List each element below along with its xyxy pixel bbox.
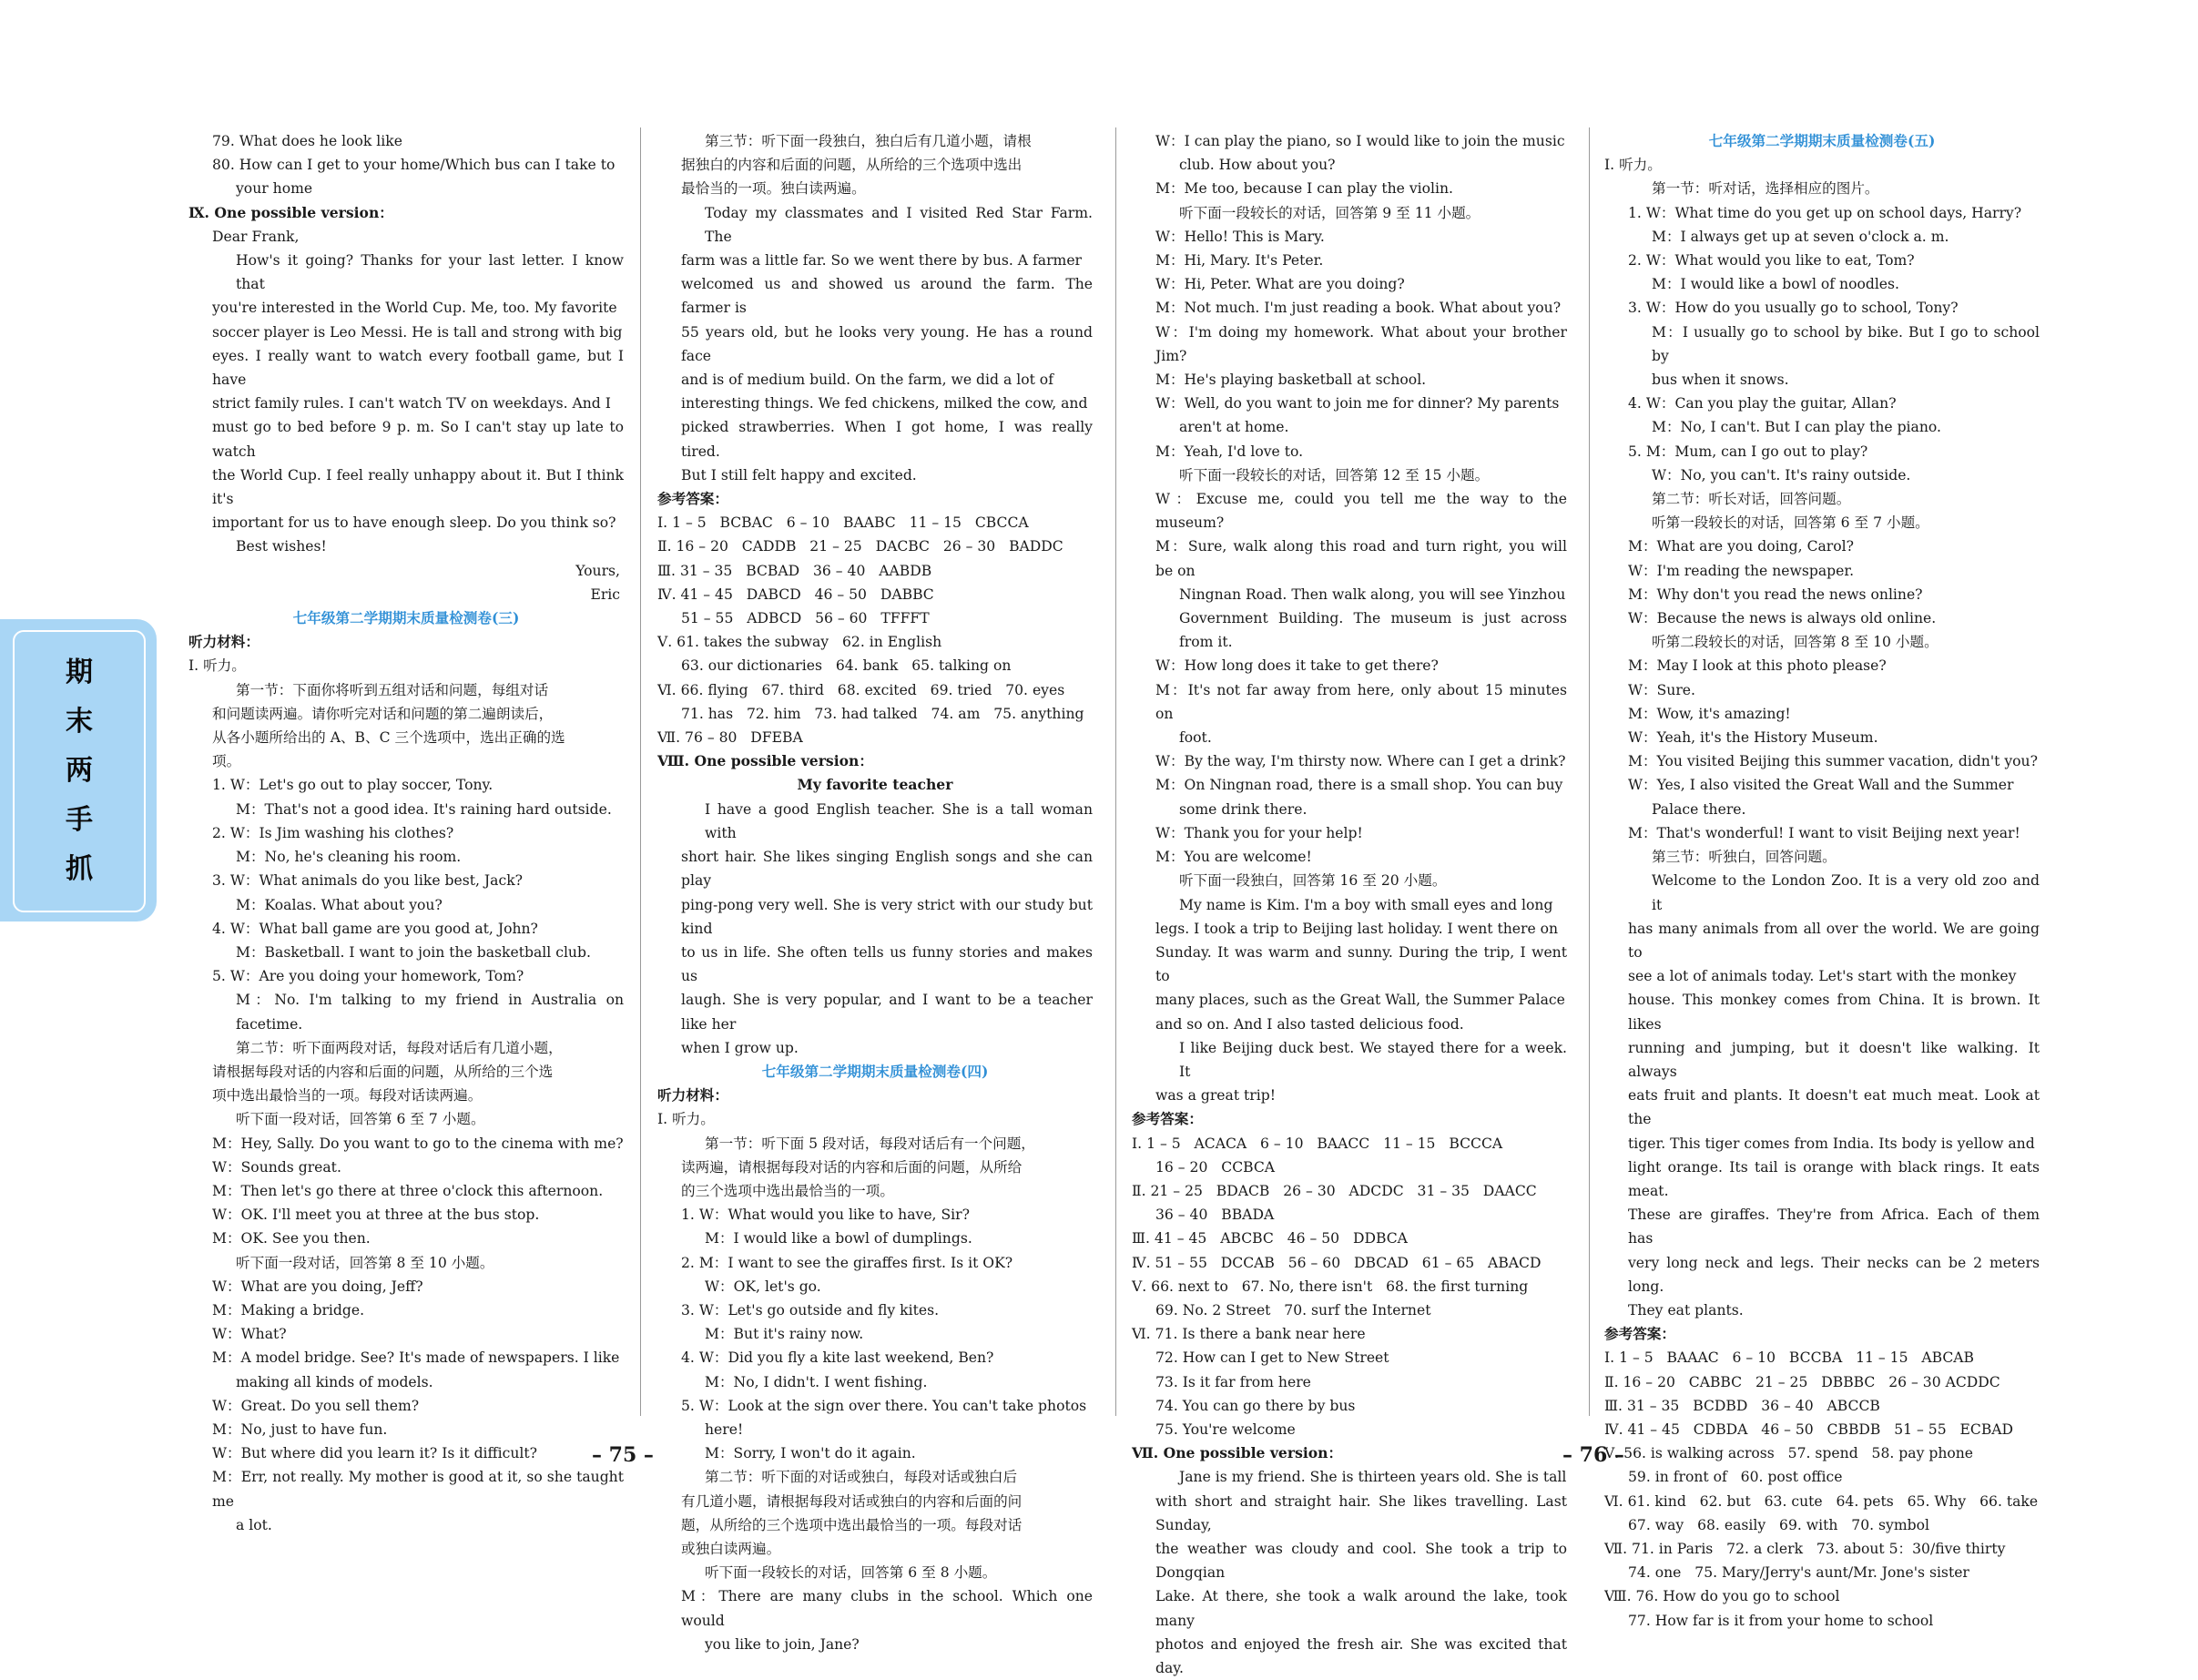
text-line: 有几道小题，请根据每段对话或独白的内容和后面的问	[681, 1492, 1023, 1510]
text-line: M：OK. See you then.	[212, 1230, 371, 1247]
text-line: M：I would like a bowl of dumplings.	[705, 1230, 972, 1247]
text-line: W：Yes, I also visited the Great Wall and the Summer	[1628, 777, 2014, 794]
side-tab	[0, 619, 157, 921]
text-line: 和问题读两遍。请你听完对话和问题的第二遍朗读后，	[212, 705, 554, 722]
text-line: 从各小题所给出的 A、B、C 三个选项中，选出正确的选	[212, 729, 565, 747]
text-line: light orange. Its tail is orange with black rings. It eats meat.	[1628, 1158, 2044, 1199]
text-line: must go to bed before 9 p. m. So I can't stay up late to watch	[212, 419, 628, 460]
text-line: M：Making a bridge.	[212, 1301, 365, 1319]
text-line: 4. W：What ball game are you good at, John?	[212, 920, 538, 937]
text-line: M：No, I can't. But I can play the piano.	[1652, 419, 1941, 436]
text-line: Ⅲ. 31 – 35 BCDBD 36 – 40 ABCCB	[1604, 1397, 1880, 1414]
text-line: 听下面一段较长的对话，回答第 9 至 11 小题。	[1179, 204, 1481, 221]
text-line: Ⅴ. 56. is walking across 57. spend 58. pay phone	[1604, 1445, 1974, 1462]
text-line: M：Hey, Sally. Do you want to go to the cinema with me?	[212, 1135, 624, 1152]
text-line: 项中选出最恰当的一项。每段对话读两遍。	[212, 1087, 483, 1105]
text-line: Palace there.	[1652, 800, 1746, 818]
text-line: M：Not much. I'm just reading a book. What about you?	[1155, 300, 1562, 317]
text-line: W：OK, let's go.	[705, 1278, 821, 1295]
text-line: M：No, just to have fun.	[212, 1420, 388, 1438]
text-line: 第二节：听长对话，回答问题。	[1652, 491, 1851, 508]
text-line: M：I usually go to school by bike. But I go to school by	[1652, 323, 2044, 364]
text-line: 74. You can go there by bus	[1155, 1397, 1356, 1414]
text-line: Ⅰ. 听力。	[657, 1111, 715, 1128]
text-line: 2. W：What would you like to eat, Tom?	[1628, 252, 1915, 270]
text-line: club. How about you?	[1179, 157, 1336, 174]
text-line: the World Cup. I feel really unhappy about it. But I think it's	[212, 466, 628, 508]
text-line: 2. M：I want to see the giraffes first. Is it OK?	[681, 1254, 1013, 1271]
text-line: M：I would like a bowl of noodles.	[1652, 276, 1899, 293]
text-line: M：May I look at this photo please?	[1628, 657, 1887, 675]
text-line: M：I always get up at seven o'clock a. m.	[1652, 228, 1949, 245]
text-line: 七年级第二学期期末质量检测卷(五)	[1708, 132, 1936, 149]
text-line: 55 years old, but he looks very young. He has a round face	[681, 323, 1097, 364]
text-line: M：Basketball. I want to join the basketball club.	[236, 943, 591, 961]
text-line: M：What are you doing, Carol?	[1628, 538, 1855, 555]
text-line: eats fruit and plants. It doesn't eat much meat. Look at the	[1628, 1087, 2044, 1128]
text-line: But I still felt happy and excited.	[681, 466, 917, 484]
text-line: Eric	[590, 585, 620, 603]
text-line: Ⅳ. 41 – 45 CDBDA 46 – 50 CBBDB 51 – 55 ECBAD	[1604, 1420, 2014, 1438]
text-line: My favorite teacher	[797, 776, 953, 794]
text-line: W：Yeah, it's the History Museum.	[1628, 729, 1878, 747]
text-line: W：No, you can't. It's rainy outside.	[1652, 466, 1911, 484]
text-line: W：How long does it take to get there?	[1155, 657, 1439, 675]
text-line: Ⅰ. 听力。	[1604, 157, 1662, 174]
text-line: 第二节：听下面两段对话，每段对话后有几道小题，	[236, 1039, 563, 1056]
text-line: Ⅰ. 1 – 5 ACACA 6 – 10 BAACC 11 – 15 BCCCA	[1132, 1135, 1503, 1152]
text-line: 听下面一段较长的对话，回答第 6 至 8 小题。	[705, 1564, 997, 1582]
text-line: to us in life. She often tells us funny stories and makes us	[681, 943, 1097, 985]
text-line: laugh. She is very popular, and I want to be a teacher like her	[681, 992, 1097, 1033]
text-line: W：By the way, I'm thirsty now. Where can I get a drink?	[1155, 753, 1566, 770]
text-line: 3. W：Let's go outside and fly kites.	[681, 1301, 940, 1319]
text-line: W：What are you doing, Jeff?	[212, 1278, 423, 1295]
text-line: legs. I took a trip to Beijing last holiday. I went there on	[1155, 920, 1559, 937]
text-line: very long neck and legs. Their necks can be 2 meters long.	[1628, 1254, 2044, 1295]
text-line: Ⅴ. 66. next to 67. No, there isn't 68. the first turning	[1132, 1278, 1529, 1295]
text-line: short hair. She likes singing English songs and she can play	[681, 849, 1097, 890]
text-line: 3. W：What animals do you like best, Jack?	[212, 872, 524, 890]
text-line: and is of medium build. On the farm, we did a lot of	[681, 372, 1053, 389]
side-tab-frame	[13, 630, 146, 912]
text-line: bus when it snows.	[1652, 372, 1789, 389]
text-line: Sunday. It was warm and sunny. During the trip, I went to	[1155, 943, 1572, 985]
text-line: 据独白的内容和后面的问题，从所给的三个选项中选出	[681, 157, 1023, 174]
side-tab-char: 手	[66, 804, 93, 836]
text-line: 参考答案：	[1132, 1110, 1203, 1128]
text-line: running and jumping, but it doesn't like walking. It always	[1628, 1039, 2044, 1080]
text-line: Ⅷ. 76. How do you go to school	[1604, 1588, 1840, 1605]
text-line: Today my classmates and I visited Red Star Farm. The	[705, 204, 1097, 245]
text-line: 69. No. 2 Street 70. surf the Internet	[1155, 1301, 1431, 1319]
text-line: Ⅵ. 61. kind 62. but 63. cute 64. pets 65. Why 66. take	[1604, 1492, 2039, 1510]
text-line: M：Then let's go there at three o'clock this afternoon.	[212, 1182, 604, 1199]
text-line: 59. in front of 60. post office	[1628, 1469, 1843, 1486]
text-line: 听下面一段较长的对话，回答第 12 至 15 小题。	[1179, 466, 1490, 484]
text-line: 听第一段较长的对话，回答第 6 至 7 小题。	[1652, 514, 1929, 532]
text-line: Ⅵ. 66. flying 67. third 68. excited 69. tried 70. eyes	[657, 681, 1065, 698]
text-line: W：Hello! This is Mary.	[1155, 228, 1325, 245]
text-line: Ⅰ. 听力。	[188, 657, 246, 675]
text-line: and so on. And I also tasted delicious food.	[1155, 1015, 1464, 1033]
text-line: Ⅲ. 31 – 35 BCBAD 36 – 40 AABDB	[657, 562, 932, 579]
text-line: 听力材料：	[188, 633, 259, 651]
text-line: W：I'm doing my homework. What about your brother Jim?	[1155, 323, 1572, 364]
text-line: M：No. I'm talking to my friend in Australia on facetime.	[236, 992, 628, 1033]
text-line: picked strawberries. When I got home, I was really tired.	[681, 419, 1097, 460]
text-line: M：A model bridge. See? It's made of newspapers. I like	[212, 1349, 620, 1367]
text-column-4	[1604, 129, 2044, 1629]
text-line: M：It's not far away from here, only about 15 minutes on	[1155, 681, 1572, 722]
text-line: 第二节：听下面的对话或独白，每段对话或独白后	[705, 1469, 1018, 1486]
text-line: M：On Ningnan road, there is a small shop. You can buy	[1155, 777, 1563, 794]
text-line: has many animals from all over the world. We are going to	[1628, 920, 2044, 961]
text-line: Ⅵ. 71. Is there a bank near here	[1132, 1326, 1366, 1343]
page-number-right: – 76 –	[1562, 1443, 1624, 1467]
text-line: M：No, I didn't. I went fishing.	[705, 1373, 928, 1390]
text-line: M：Sure, walk along this road and turn right, you will be on	[1155, 538, 1572, 579]
side-tab-char: 期	[66, 657, 93, 688]
text-line: house. This monkey comes from China. It is brown. It likes	[1628, 992, 2044, 1033]
text-line: 题，从所给的三个选项中选出最恰当的一项。每段对话	[681, 1516, 1023, 1533]
text-line: 51 – 55 ADBCD 56 – 60 TFFFT	[681, 610, 930, 627]
text-line: Ningnan Road. Then walk along, you will see Yinzhou	[1179, 585, 1566, 603]
text-column-3	[1132, 129, 1572, 1676]
text-line: 4. W：Did you fly a kite last weekend, Ben?	[681, 1349, 994, 1367]
text-line: Ⅶ. 76 – 80 DFEBA	[657, 729, 803, 747]
column-divider	[1115, 127, 1116, 1416]
text-line: eyes. I really want to watch every football game, but I have	[212, 347, 628, 389]
text-line: 听力材料：	[657, 1086, 728, 1105]
text-line: M：Sorry, I won't do it again.	[705, 1445, 916, 1462]
text-line: Ⅴ. 61. takes the subway 62. in English	[657, 634, 942, 651]
text-line: Lake. At there, she took a walk around the lake, took many	[1155, 1588, 1572, 1629]
text-line: 74. one 75. Mary/Jerry's aunt/Mr. Jone's sister	[1628, 1564, 1969, 1582]
text-line: with short and straight hair. She likes travelling. Last Sunday,	[1155, 1492, 1572, 1533]
text-line: here!	[705, 1420, 744, 1438]
text-line: W：Thank you for your help!	[1155, 824, 1363, 841]
text-line: M：That's wonderful! I want to visit Beijing next year!	[1628, 824, 2020, 841]
text-line: 听下面一段对话，回答第 8 至 10 小题。	[236, 1254, 494, 1271]
text-line: W：Hi, Peter. What are you doing?	[1155, 276, 1405, 293]
side-tab-char: 抓	[66, 853, 93, 885]
text-line: you're interested in the World Cup. Me, too. My favorite	[212, 300, 617, 317]
text-line: 1. W：What would you like to have, Sir?	[681, 1207, 970, 1224]
text-line: 的三个选项中选出最恰当的一项。	[681, 1182, 894, 1199]
text-line: My name is Kim. I'm a boy with small eyes and long	[1179, 896, 1553, 913]
side-tab-char: 末	[66, 706, 93, 738]
text-line: Ⅰ. 1 – 5 BCBAC 6 – 10 BAABC 11 – 15 CBCCA	[657, 514, 1029, 532]
text-line: 第一节：下面你将听到五组对话和问题，每组对话	[236, 681, 549, 698]
text-line: 5. W：Look at the sign over there. You can't take photos	[681, 1397, 1087, 1414]
text-line: I like Beijing duck best. We stayed there for a week. It	[1179, 1039, 1572, 1080]
text-line: Ⅱ. 21 – 25 BDACB 26 – 30 ADCDC 31 – 35 DAACC	[1132, 1182, 1537, 1199]
text-line: making all kinds of models.	[236, 1373, 433, 1390]
text-line: Welcome to the London Zoo. It is a very old zoo and it	[1652, 872, 2044, 913]
text-line: I have a good English teacher. She is a tall woman with	[705, 800, 1097, 841]
text-line: M：He's playing basketball at school.	[1155, 372, 1427, 389]
side-tab-char: 两	[66, 755, 93, 787]
text-line: Government Building. The museum is just across from it.	[1179, 610, 1572, 651]
text-line: Dear Frank,	[212, 228, 300, 245]
page-number-left: – 75 –	[592, 1443, 654, 1467]
text-line: 4. W：Can you play the guitar, Allan?	[1628, 395, 1897, 412]
text-line: M：Yeah, I'd love to.	[1155, 443, 1304, 460]
text-line: 1. W：Let's go out to play soccer, Tony.	[212, 777, 494, 794]
text-line: W：I'm reading the newspaper.	[1628, 562, 1855, 579]
text-line: 16 – 20 CCBCA	[1155, 1158, 1276, 1176]
text-line: 读两遍，请根据每段对话的内容和后面的问题，从所给	[681, 1158, 1023, 1176]
text-line: interesting things. We fed chickens, milked the cow, and	[681, 395, 1088, 412]
text-line: 或独白读两遍。	[681, 1540, 781, 1557]
text-line: 参考答案：	[657, 490, 728, 508]
text-line: many places, such as the Great Wall, the Summer Palace	[1155, 992, 1565, 1009]
text-line: 七年级第二学期期末质量检测卷(四)	[761, 1062, 989, 1080]
text-line: welcomed us and showed us around the farm. The farmer is	[681, 276, 1097, 317]
text-line: 77. How far is it from your home to school	[1628, 1612, 1934, 1629]
text-line: aren't at home.	[1179, 419, 1289, 436]
text-line: photos and enjoyed the fresh air. She was excited that day.	[1155, 1635, 1572, 1676]
text-line: the weather was cloudy and cool. She took a trip to Dongqian	[1155, 1540, 1572, 1582]
text-line: W：Because the news is always old online.	[1628, 610, 1937, 627]
text-line: W：I can play the piano, so I would like to join the music	[1155, 133, 1565, 149]
text-line: Ⅱ. 16 – 20 CADDB 21 – 25 DACBC 26 – 30 BADDC	[657, 538, 1063, 555]
text-line: 5. M：Mum, can I go out to play?	[1628, 443, 1868, 460]
text-line: 第三节：听下面一段独白，独白后有几道小题，请根	[705, 133, 1032, 149]
text-line: Ⅳ. 41 – 45 DABCD 46 – 50 DABBC	[657, 585, 934, 603]
text-line: 项。	[212, 753, 241, 770]
text-line: W：OK. I'll meet you at three at the bus stop.	[212, 1207, 540, 1224]
text-line: W：What?	[212, 1326, 287, 1343]
text-line: Ⅰ. 1 – 5 BAAAC 6 – 10 BCCBA 11 – 15 ABCAB	[1604, 1349, 1975, 1367]
text-line: 5. W：Are you doing your homework, Tom?	[212, 968, 524, 985]
text-line: M：That's not a good idea. It's raining hard outside.	[236, 800, 612, 818]
text-line: W：But where did you learn it? Is it difficult?	[212, 1445, 538, 1462]
column-divider	[640, 127, 641, 1416]
text-line: They eat plants.	[1628, 1301, 1744, 1319]
text-line: 75. You're welcome	[1155, 1420, 1296, 1438]
text-line: 最恰当的一项。独白读两遍。	[681, 180, 866, 198]
text-line: Jane is my friend. She is thirteen years old. She is tall	[1179, 1469, 1567, 1486]
text-line: ping-pong very well. She is very strict with our study but kind	[681, 896, 1097, 937]
text-line: Ⅷ. One possible version：	[657, 752, 873, 770]
text-line: a lot.	[236, 1516, 272, 1533]
text-line: important for us to have enough sleep. Do you think so?	[212, 514, 616, 532]
text-line: 1. W：What time do you get up on school days, Harry?	[1628, 204, 2022, 221]
text-line: M：No, he's cleaning his room.	[236, 849, 462, 866]
text-line: some drink there.	[1179, 800, 1308, 818]
text-line: Ⅶ. 71. in Paris 72. a clerk 73. about 5：30/five thirty	[1604, 1540, 2006, 1557]
text-line: 听下面一段独白，回答第 16 至 20 小题。	[1179, 872, 1447, 890]
text-line: 63. our dictionaries 64. bank 65. talking on	[681, 657, 1012, 675]
text-line: 七年级第二学期期末质量检测卷(三)	[292, 609, 520, 627]
text-line: W：Well, do you want to join me for dinner? My parents	[1155, 395, 1560, 412]
text-line: 第三节：听独白，回答问题。	[1652, 849, 1837, 866]
text-line: M：Me too, because I can play the violin.	[1155, 180, 1453, 198]
text-line: was a great trip!	[1155, 1087, 1276, 1105]
text-line: W：Great. Do you sell them?	[212, 1397, 420, 1414]
text-line: M：Wow, it's amazing!	[1628, 705, 1791, 722]
text-line: 2. W：Is Jim washing his clothes?	[212, 824, 454, 841]
text-line: M：Koalas. What about you?	[236, 896, 443, 913]
text-line: W：Sounds great.	[212, 1158, 341, 1176]
text-line: 3. W：How do you usually go to school, Tony?	[1628, 300, 1959, 317]
text-line: M：You visited Beijing this summer vacation, didn't you?	[1628, 753, 2038, 770]
text-line: Ⅱ. 16 – 20 CABBC 21 – 25 DBBBC 26 – 30 ACDDC	[1604, 1373, 2000, 1390]
text-line: 请根据每段对话的内容和后面的问题，从所给的三个选	[212, 1063, 554, 1080]
text-line: 67. way 68. easily 69. with 70. symbol	[1628, 1516, 1930, 1533]
text-line: How's it going? Thanks for your last letter. I know that	[236, 252, 628, 293]
text-line: soccer player is Leo Messi. He is tall and strong with big	[212, 323, 623, 341]
text-line: your home	[236, 180, 313, 198]
text-line: 第一节：听对话，选择相应的图片。	[1652, 180, 1879, 198]
text-line: 71. has 72. him 73. had talked 74. am 75. anything	[681, 705, 1084, 722]
text-line: 参考答案：	[1604, 1325, 1675, 1343]
text-line: Yours,	[575, 562, 620, 579]
text-line: M：There are many clubs in the school. Which one would	[681, 1588, 1097, 1629]
text-line: Ⅲ. 41 – 45 ABCBC 46 – 50 DDBCA	[1132, 1230, 1408, 1247]
text-line: M：Why don't you read the news online?	[1628, 585, 1923, 603]
text-line: W：Sure.	[1628, 681, 1695, 698]
text-line: 79. What does he look like	[212, 133, 402, 149]
text-line: Ⅳ. 51 – 55 DCCAB 56 – 60 DBCAD 61 – 65 ABACD	[1132, 1254, 1542, 1271]
text-line: 80. How can I get to your home/Which bus can I take to	[212, 157, 616, 174]
text-line: M：But it's rainy now.	[705, 1326, 864, 1343]
text-line: 第一节：听下面 5 段对话，每段对话后有一个问题，	[705, 1135, 1035, 1152]
text-line: 听下面一段对话，回答第 6 至 7 小题。	[236, 1111, 485, 1128]
text-line: M：Hi, Mary. It's Peter.	[1155, 252, 1324, 270]
text-line: Best wishes!	[236, 538, 327, 555]
text-line: M：Err, not really. My mother is good at it, so she taught me	[212, 1469, 628, 1510]
text-line: 听第二段较长的对话，回答第 8 至 10 小题。	[1652, 634, 1939, 651]
text-column-2	[657, 129, 1097, 1653]
text-line: 72. How can I get to New Street	[1155, 1349, 1389, 1367]
text-line: tiger. This tiger comes from India. Its body is yellow and	[1628, 1135, 2035, 1152]
text-line: 73. Is it far from here	[1155, 1373, 1311, 1390]
text-line: see a lot of animals today. Let's start with the monkey	[1628, 968, 2017, 985]
text-line: Ⅸ. One possible version：	[188, 203, 393, 221]
text-line: M：You are welcome!	[1155, 849, 1312, 866]
text-line: you like to join, Jane?	[705, 1635, 860, 1653]
column-divider	[1589, 127, 1590, 1416]
text-line: strict family rules. I can't watch TV on weekdays. And I	[212, 395, 611, 412]
text-line: when I grow up.	[681, 1039, 799, 1056]
text-line: foot.	[1179, 729, 1212, 747]
text-line: These are giraffes. They're from Africa. Each of them has	[1628, 1207, 2044, 1247]
text-line: 36 – 40 BBADA	[1155, 1207, 1275, 1224]
text-line: W：Excuse me, could you tell me the way to the museum?	[1155, 491, 1572, 532]
text-line: farm was a little far. So we went there by bus. A farmer	[681, 252, 1083, 270]
text-line: Ⅶ. One possible version：	[1132, 1444, 1343, 1462]
